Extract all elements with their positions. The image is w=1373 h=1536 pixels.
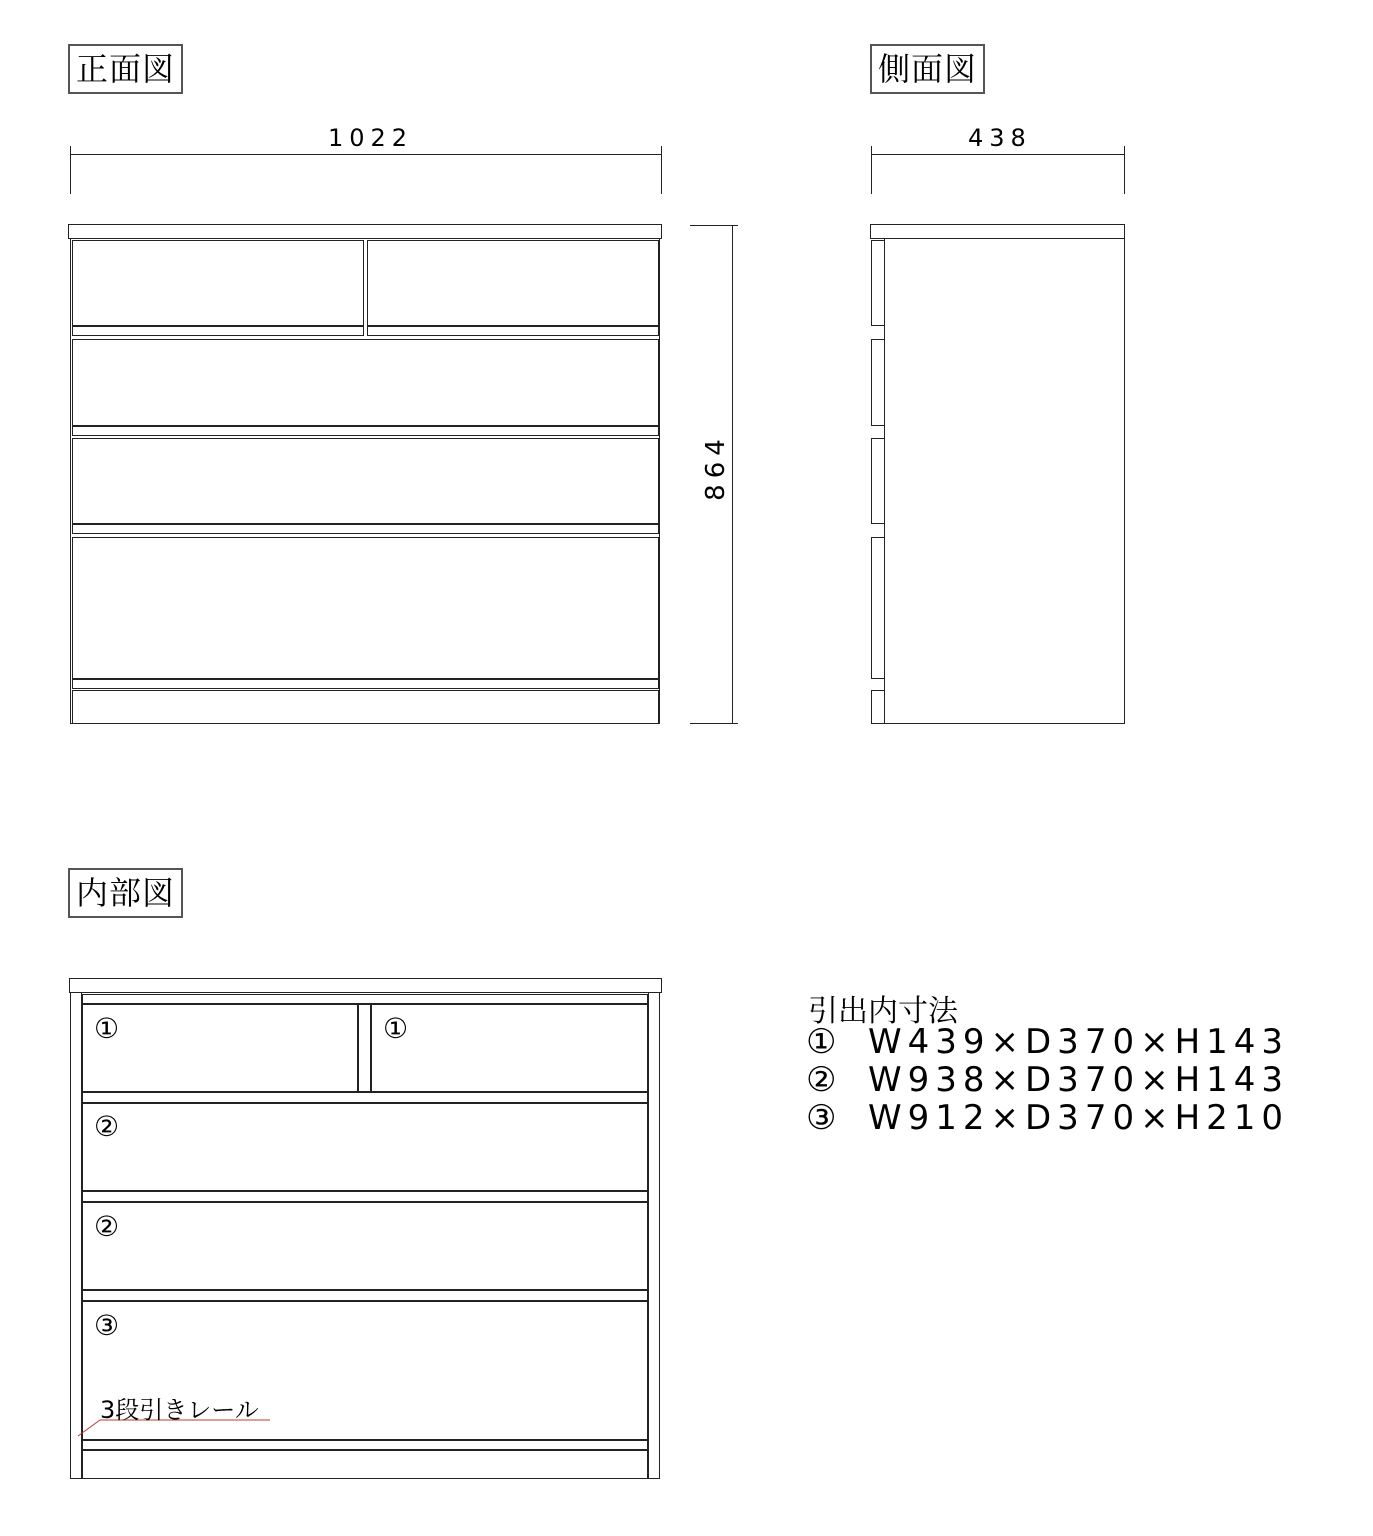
front-drawer-4-rail — [72, 679, 659, 689]
front-height-dim-ext-top — [690, 225, 738, 226]
side-drawer-front-3 — [871, 438, 885, 524]
side-body — [884, 238, 1125, 724]
interior-top-board — [69, 978, 662, 993]
side-drawer-front-2 — [871, 339, 885, 426]
side-top-board — [870, 224, 1125, 239]
interior-rail-4 — [82, 1290, 648, 1301]
interior-left-panel — [70, 992, 82, 1479]
front-height-dim-ext-bottom — [690, 723, 738, 724]
interior-rail-3 — [82, 1191, 648, 1202]
side-depth-dim-line — [871, 154, 1125, 155]
front-drawer-1-right-rail — [367, 326, 659, 336]
interior-marker-1b: ① — [383, 1012, 409, 1045]
front-width-dim-ext-left — [70, 146, 71, 194]
drawer-spec-dims: W439×D370×H143 — [868, 1022, 1290, 1062]
interior-rail-2 — [82, 1092, 648, 1103]
interior-drawer-1-right — [371, 1004, 648, 1092]
front-drawer-2 — [72, 339, 659, 426]
interior-right-panel — [648, 992, 660, 1479]
interior-drawer-2 — [82, 1103, 648, 1191]
drawer-spec-row-3 — [806, 1098, 1289, 1138]
interior-view-title: 内部図 — [68, 868, 183, 918]
interior-marker-3: ③ — [94, 1309, 120, 1342]
front-view-title: 正面図 — [68, 44, 183, 94]
drawer-spec-dims: W912×D370×H210 — [868, 1098, 1290, 1138]
front-drawer-3-rail — [72, 524, 659, 534]
side-drawer-front-4 — [871, 537, 885, 679]
interior-drawer-1-left — [82, 1004, 358, 1092]
drawer-specs-title: 引出内寸法 — [808, 994, 958, 1029]
side-depth-dim-label: 438 — [968, 124, 1032, 152]
side-drawer-front-1 — [871, 240, 885, 326]
side-depth-dim-ext-left — [871, 146, 872, 194]
rail-label: 3段引きレール — [100, 1396, 259, 1424]
drawer-spec-dims: W938×D370×H143 — [868, 1060, 1290, 1100]
interior-marker-1a: ① — [94, 1012, 120, 1045]
front-drawer-1-left — [72, 240, 364, 326]
side-plinth — [871, 690, 885, 724]
drawer-spec-row-2 — [806, 1060, 1289, 1100]
interior-bottom-plinth — [82, 1450, 648, 1479]
front-width-dim-label: 1022 — [328, 124, 414, 152]
front-height-dim-line — [732, 225, 733, 724]
drawer-spec-marker: ① — [806, 1022, 837, 1062]
interior-rail-1 — [82, 994, 648, 1004]
front-height-dim-label: 864 — [701, 433, 731, 501]
drawer-spec-row-1 — [806, 1022, 1289, 1062]
front-drawer-4 — [72, 537, 659, 679]
front-drawer-3 — [72, 438, 659, 524]
front-drawer-1-left-rail — [72, 326, 364, 336]
drawer-spec-marker: ② — [806, 1060, 837, 1100]
side-view-title: 側面図 — [870, 44, 985, 94]
front-plinth — [72, 690, 659, 724]
front-drawer-2-rail — [72, 426, 659, 436]
interior-marker-2a: ② — [94, 1110, 120, 1143]
interior-rail-5 — [82, 1440, 648, 1450]
front-width-dim-line — [70, 154, 662, 155]
front-top-board — [68, 224, 662, 239]
front-width-dim-ext-right — [661, 146, 662, 194]
interior-marker-2b: ② — [94, 1210, 120, 1243]
interior-drawer-3 — [82, 1202, 648, 1290]
interior-divider — [358, 1004, 371, 1092]
front-drawer-1-right — [367, 240, 659, 326]
side-depth-dim-ext-right — [1124, 146, 1125, 194]
drawer-spec-marker: ③ — [806, 1098, 837, 1138]
